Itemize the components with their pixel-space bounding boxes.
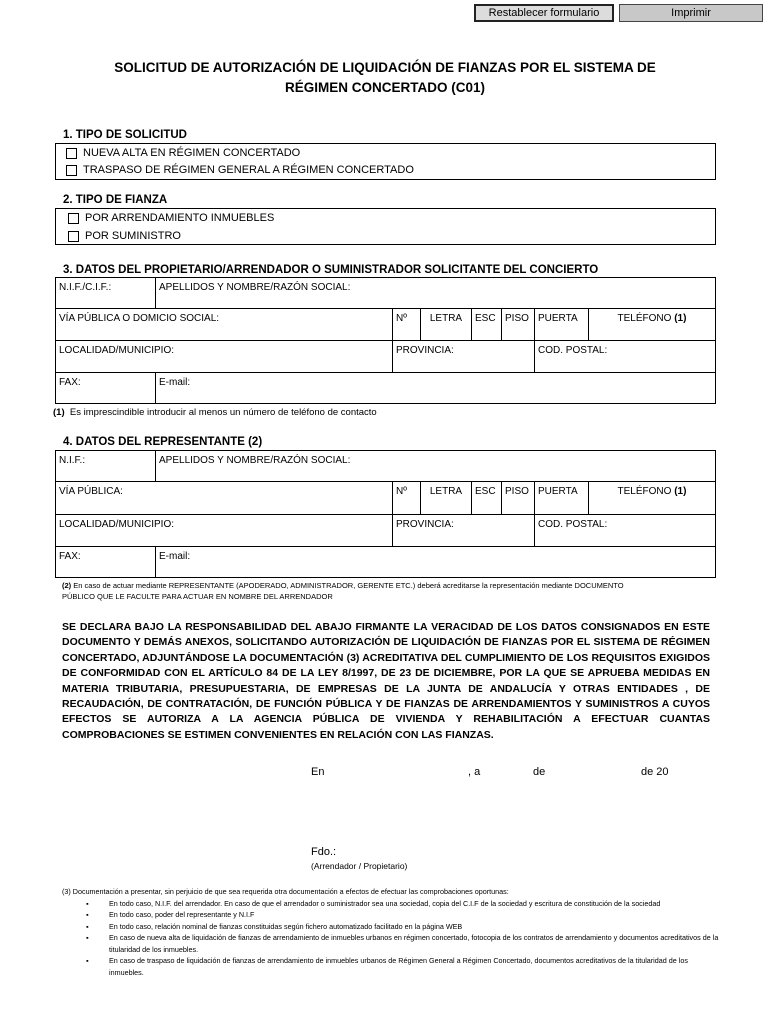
field-label: TELÉFONO: [617, 486, 672, 497]
field-label: LETRA: [429, 313, 463, 324]
field-label: ESC: [475, 313, 496, 324]
field-label: PROVINCIA:: [396, 345, 454, 356]
declaration-text: SE DECLARA BAJO LA RESPONSABILIDAD DEL ABAJO FIRMANTE LA VERACIDAD DE LOS DATOS CONSIGNADOS EN ESTE DOCUMENTO Y DEMÁS ANEXOS, SOLICITANDO AUTORIZACIÓN DE LIQUIDACIÓN DE FIANZAS POR EL SISTEMA DE RÉGIMEN CONCERTADO, ADJUNTÁNDOSE LA DOCUMENTACIÓN (3) ACREDITATIVA DEL CUMPLIMIENTO DE LOS REQUISITOS EXIGIDOS DE CONFORMIDAD CON EL ARTÍCULO 84 DE LA LEY 8/1997, DE 23 DE DICIEMBRE, POR LA QUE SE APRUEBA MEDIDAS EN MATERIA TRIBUTARIA, PRESUPUESTARIA, DE EMPRESAS DE LA JUNTA DE ANDALUCÍA Y OTRAS ENTIDADES , DE RECAUDACIÓN, DE CONTRATACIÓN, DE FUNCIÓN PÚBLICA Y DE FIANZAS DE ARRENDAMIENTOS Y SUMINISTROS A CUYOS EFECTOS SE AUTORIZA A LA AGENCIA PÚBLICA DE VIVIENDA Y REHABILITACIÓN A EFECTUAR CUANTAS COMPROBACIONES SE ESTIMEN CONVENIENTES EN RELACIÓN CON LAS FIANZAS.: [62, 621, 710, 741]
documentation-footnote: [62, 886, 722, 978]
checkbox[interactable]: [66, 165, 77, 176]
field-label: N.I.F.:: [59, 455, 86, 466]
field-label: N.I.F./C.I.F.:: [59, 282, 112, 293]
rep-piso-field[interactable]: [501, 481, 535, 515]
date-a-label: , a: [468, 766, 481, 778]
rep-name-field[interactable]: [155, 450, 716, 482]
option-nueva-alta[interactable]: [66, 147, 300, 159]
telefono-ref: (1): [674, 486, 687, 497]
title-line-2: RÉGIMEN CONCERTADO (C01): [284, 80, 485, 95]
list-item: ▪ En todo caso, N.I.F. del arrendador. En caso de que el arrendador o suministrador sea una sociedad, copia del C.I.F de la sociedad y escritura de constitución de la sociedad: [109, 898, 722, 910]
field-label: FAX:: [59, 551, 81, 562]
section-1-heading: 1. TIPO DE SOLICITUD: [63, 129, 187, 141]
field-label: Nº: [396, 313, 407, 324]
note-text-2: PÚBLICO QUE LE FACULTE PARA ACTUAR EN NOMBRE DEL ARRENDADOR: [62, 592, 333, 601]
rep-letra-field[interactable]: [420, 481, 472, 515]
option-label: POR ARRENDAMIENTO INMUEBLES: [85, 212, 275, 224]
field-label: APELLIDOS Y NOMBRE/RAZÓN SOCIAL:: [159, 282, 351, 293]
field-label: PUERTA: [538, 313, 578, 324]
fax-field[interactable]: [55, 372, 156, 404]
footnote-list: [62, 898, 722, 979]
field-label: VÍA PÚBLICA:: [59, 486, 123, 497]
month-de-label: de: [533, 766, 546, 778]
section-4-heading: 4. DATOS DEL REPRESENTANTE (2): [63, 436, 263, 448]
rep-via-field[interactable]: [55, 481, 393, 515]
email-field[interactable]: [155, 372, 716, 404]
option-arrendamiento[interactable]: [68, 212, 274, 224]
list-item: ▪ En todo caso, relación nominal de fianzas constituidas según fichero automatizado facilitado en la página WEB: [109, 921, 722, 933]
field-label: PUERTA: [538, 486, 578, 497]
section-2-heading: 2. TIPO DE FIANZA: [63, 194, 168, 206]
note-ref: (1): [53, 407, 65, 418]
rep-cp-field[interactable]: [534, 514, 716, 547]
field-label: PISO: [505, 486, 529, 497]
via-field[interactable]: [55, 308, 393, 341]
option-suministro[interactable]: [68, 230, 181, 242]
provincia-field[interactable]: [392, 340, 535, 373]
note-text-1: En caso de actuar mediante REPRESENTANTE (APODERADO, ADMINISTRADOR, GERENTE ETC.) deberá acreditarse la representación mediante DOCUMENTO: [73, 581, 624, 590]
rep-email-field[interactable]: [155, 546, 716, 578]
telefono-field[interactable]: [588, 308, 716, 341]
place-label: En: [311, 766, 325, 778]
option-label: TRASPASO DE RÉGIMEN GENERAL A RÉGIMEN CONCERTADO: [83, 164, 414, 176]
rep-esc-field[interactable]: [471, 481, 502, 515]
note-text: Es imprescindible introducir al menos un número de teléfono de contacto: [69, 407, 377, 418]
option-label: POR SUMINISTRO: [85, 230, 181, 242]
piso-field[interactable]: [501, 308, 535, 341]
footnote-intro: (3) Documentación a presentar, sin perjuicio de que sea requerida otra documentación a efectos de efectuar las comprobaciones oportunas:: [62, 887, 509, 896]
localidad-field[interactable]: [55, 340, 393, 373]
checkbox[interactable]: [66, 148, 77, 159]
signer-role: (Arrendador / Propietario): [311, 861, 408, 871]
field-label: PISO: [505, 313, 529, 324]
field-label: E-mail:: [159, 377, 191, 388]
list-item: ▪ En caso de traspaso de liquidación de fianzas de arrendamiento de inmuebles urbanos de Régimen General a Régimen Concertado, documentos acreditativos de la titularidad de los inmuebles.: [109, 955, 722, 978]
rep-provincia-field[interactable]: [392, 514, 535, 547]
option-label: NUEVA ALTA EN RÉGIMEN CONCERTADO: [83, 147, 301, 159]
field-label: APELLIDOS Y NOMBRE/RAZÓN SOCIAL:: [159, 455, 351, 466]
telefono-ref: (1): [674, 313, 687, 324]
section-3-note: [53, 407, 377, 418]
field-label: FAX:: [59, 377, 81, 388]
fdo-label: Fdo.:: [311, 846, 337, 858]
section-2-box: [55, 208, 716, 245]
rep-num-field[interactable]: [392, 481, 421, 515]
title-line-1: SOLICITUD DE AUTORIZACIÓN DE LIQUIDACIÓN DE FIANZAS POR EL SISTEMA DE: [114, 60, 656, 75]
nif-field[interactable]: [55, 277, 156, 309]
field-label: COD. POSTAL:: [538, 519, 608, 530]
field-label: E-mail:: [159, 551, 191, 562]
rep-telefono-field[interactable]: [588, 481, 716, 515]
rep-nif-field[interactable]: [55, 450, 156, 482]
section-1-box: [55, 143, 716, 180]
list-item: ▪ En caso de nueva alta de liquidación de fianzas de arrendamiento de inmuebles urbanos en régimen concertado, fotocopia de los contratos de arrendamiento y documentos acreditativos de la titularidad de los inmuebles.: [109, 932, 722, 955]
puerta-field[interactable]: [534, 308, 589, 341]
page-title: [0, 58, 770, 98]
num-field[interactable]: [392, 308, 421, 341]
rep-puerta-field[interactable]: [534, 481, 589, 515]
letra-field[interactable]: [420, 308, 472, 341]
field-label: TELÉFONO: [617, 313, 672, 324]
checkbox[interactable]: [68, 231, 79, 242]
section-4-note: [62, 580, 722, 602]
field-label: LETRA: [429, 486, 463, 497]
name-field[interactable]: [155, 277, 716, 309]
year-de-label: de 20: [641, 766, 669, 778]
esc-field[interactable]: [471, 308, 502, 341]
cp-field[interactable]: [534, 340, 716, 373]
reset-form-button[interactable]: Restablecer formulario: [474, 4, 614, 22]
rep-localidad-field[interactable]: [55, 514, 393, 547]
field-label: Nº: [396, 486, 407, 497]
section-3-heading: 3. DATOS DEL PROPIETARIO/ARRENDADOR O SUMINISTRADOR SOLICITANTE DEL CONCIERTO: [63, 264, 599, 276]
field-label: COD. POSTAL:: [538, 345, 608, 356]
rep-fax-field[interactable]: [55, 546, 156, 578]
option-traspaso[interactable]: [66, 164, 414, 176]
list-item: ▪ En todo caso, poder del representante y N.I.F: [109, 909, 722, 921]
field-label: VÍA PÚBLICA O DOMICIO SOCIAL:: [59, 313, 220, 324]
print-button[interactable]: Imprimir: [619, 4, 763, 22]
field-label: LOCALIDAD/MUNICIPIO:: [59, 345, 175, 356]
checkbox[interactable]: [68, 213, 79, 224]
field-label: LOCALIDAD/MUNICIPIO:: [59, 519, 175, 530]
field-label: PROVINCIA:: [396, 519, 454, 530]
field-label: ESC: [475, 486, 496, 497]
note-ref: (2): [62, 581, 72, 590]
